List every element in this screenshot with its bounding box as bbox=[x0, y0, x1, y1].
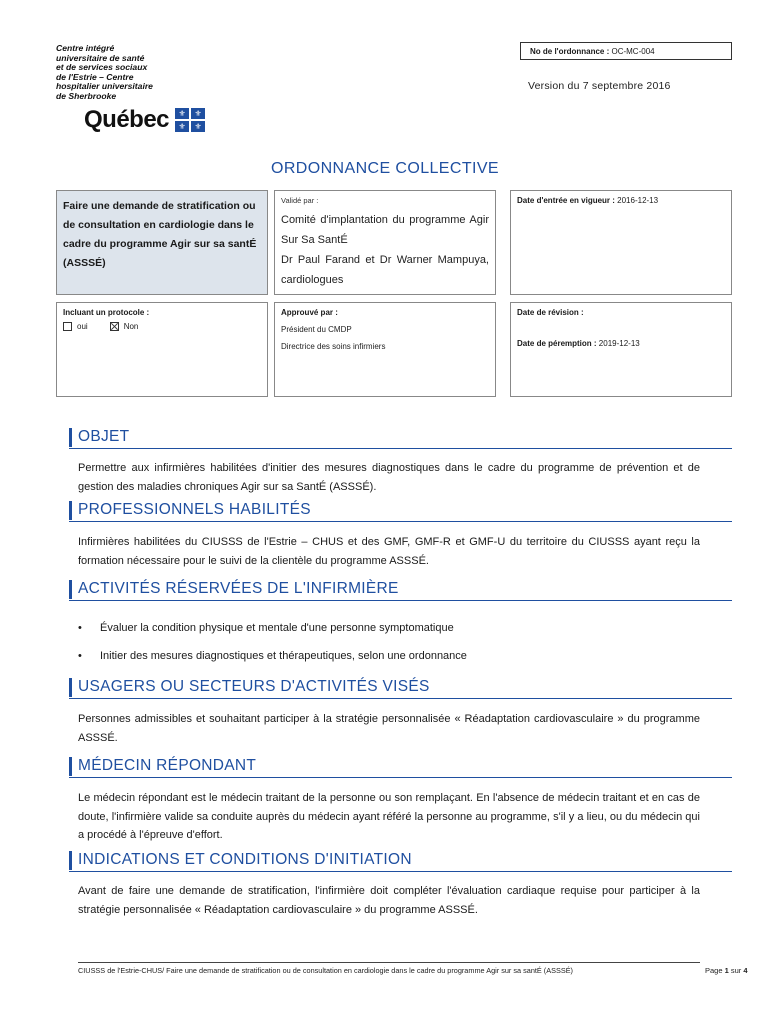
section-indications-heading: INDICATIONS ET CONDITIONS D'INITIATION bbox=[69, 851, 732, 872]
section-usagers-text: Personnes admissibles et souhaitant participer à la stratégie personnalisée « Réadaptation cardiovasculaire » du programme ASSSÉ. bbox=[78, 713, 700, 744]
section-professionnels-text: Infirmières habilitées du CIUSSS de l'Estrie – CHUS et des GMF, GMF-R et GMF-U du territoire du CIUSSS ayant reçu la formation nécessaire pour le suivi de la clientèle du programme ASSSÉ. bbox=[78, 536, 700, 567]
ordonnance-number-box: No de l'ordonnance : OC-MC-004 bbox=[520, 42, 732, 60]
page-indicator: Page 1 sur 4 bbox=[705, 966, 748, 975]
bullet-icon: • bbox=[78, 622, 82, 634]
protocol-options: oui Non bbox=[63, 322, 261, 331]
footer-divider bbox=[78, 962, 700, 963]
list-item: • Initier des mesures diagnostiques et thérapeutiques, selon une ordonnance bbox=[78, 650, 467, 662]
oui-checkbox[interactable] bbox=[63, 322, 72, 331]
section-objet-text: Permettre aux infirmières habilitées d'initier des mesures diagnostiques dans le cadre du programme de prévention et de gestion des maladies chroniques Agir sur sa SantÉ (ASSSÉ). bbox=[78, 462, 700, 493]
quebec-wordmark bbox=[84, 106, 226, 134]
section-activites-heading: ACTIVITÉS RÉSERVÉES DE L'INFIRMIÈRE bbox=[69, 580, 732, 601]
bullet-icon: • bbox=[78, 650, 82, 662]
validated-by-box: Validé par : Comité d'implantation du programme Agir Sur Sa SantÉ Dr Paul Farand et Dr Warner Mampuya, cardiologues bbox=[274, 190, 496, 295]
quebec-word: Québec bbox=[84, 105, 170, 133]
section-usagers-heading: USAGERS OU SECTEURS D'ACTIVITÉS VISÉS bbox=[69, 678, 732, 699]
protocol-box: Incluant un protocole : oui Non bbox=[56, 302, 268, 397]
non-checkbox[interactable] bbox=[110, 322, 119, 331]
footer-text: CIUSSS de l'Estrie-CHUS/ Faire une demande de stratification ou de consultation en cardiologie dans le cadre du programme Agir sur sa santÉ (ASSSÉ) bbox=[78, 966, 573, 975]
section-medecin-heading: MÉDECIN RÉPONDANT bbox=[69, 757, 732, 778]
section-objet-heading: OBJET bbox=[69, 428, 732, 449]
section-professionnels-heading: PROFESSIONNELS HABILITÉS bbox=[69, 501, 732, 522]
effective-date-box: Date d'entrée en vigueur : 2016-12-13 bbox=[510, 190, 732, 295]
subject-box: Faire une demande de stratification ou de consultation en cardiologie dans le cadre du programme Agir sur sa santÉ (ASSSÉ) bbox=[56, 190, 268, 295]
section-medecin-text: Le médecin répondant est le médecin traitant de la personne ou son remplaçant. En l'absence de médecin traitant et en cas de doute, l'infirmière valide sa conduite auprès du médecin ayant référé la personne au programme, s'il y a lieu, ou du médecin qui a procédé à l'épreuve d'effort. bbox=[78, 792, 700, 841]
document-title: ORDONNANCE COLLECTIVE bbox=[271, 160, 499, 177]
revision-date-box: Date de révision : Date de péremption : 2019-12-13 bbox=[510, 302, 732, 397]
version-date: Version du 7 septembre 2016 bbox=[528, 80, 671, 92]
list-item: • Évaluer la condition physique et mentale d'une personne symptomatique bbox=[78, 622, 454, 634]
organization-logo bbox=[56, 44, 226, 134]
org-name: Centre intégré universitaire de santé et de services sociaux de l'Estrie – Centre hospitalier universitaire de Sherbrooke bbox=[56, 43, 153, 101]
approved-by-box: Approuvé par : Président du CMDP Directrice des soins infirmiers bbox=[274, 302, 496, 397]
section-indications-text: Avant de faire une demande de stratification, l'infirmière doit compléter l'évaluation cardiaque requise pour participer à la stratégie personnalisée « Réadaptation cardiovasculaire » du programme ASSSÉ. bbox=[78, 885, 700, 916]
fleur-de-lis-flag-icon: ⚜ ⚜ ⚜ ⚜ bbox=[175, 108, 205, 132]
